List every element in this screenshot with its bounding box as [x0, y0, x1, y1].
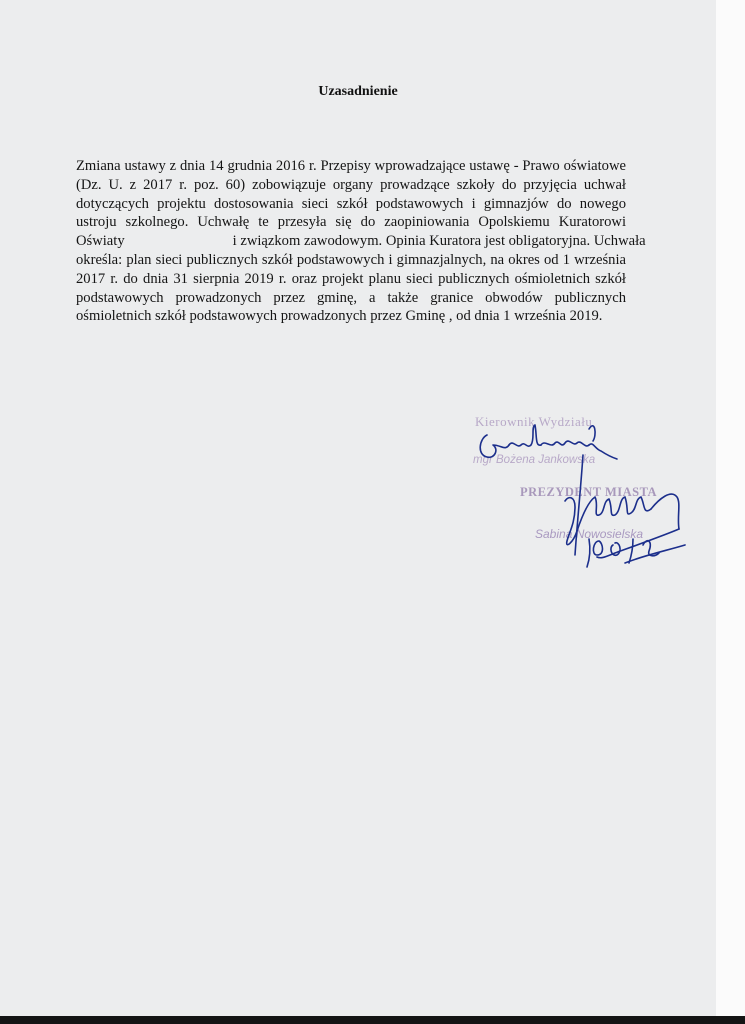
scan-bottom-edge — [0, 1016, 745, 1024]
stamp-kierownik: Kierownik Wydziału — [475, 414, 593, 429]
body-line-part: Oświaty — [76, 233, 125, 250]
body-line: Zmiana ustawy z dnia 14 grudnia 2016 r. Przepisy wprowadzające ustawę - Prawo oświatowe — [76, 158, 626, 174]
body-line-split — [76, 232, 646, 251]
body-line: podstawowych prowadzonych przez gminę, a także granice obwodów publicznych — [76, 289, 626, 306]
stamp-prezydent: PREZYDENT MIASTA — [520, 485, 658, 499]
body-line: (Dz. U. z 2017 r. poz. 60) zobowiązuje organy prowadzące szkoły do przyjęcia uchwał — [76, 176, 626, 193]
body-line: dotyczących projektu dostosowania sieci szkół podstawowych i gimnazjów do nowego — [76, 195, 626, 212]
body-line: określa: plan sieci publicznych szkół podstawowych i gimnazjalnych, na okres od 1 września — [76, 251, 626, 268]
handwritten-signatures-icon — [465, 405, 705, 580]
stamp-kierownik-name: mgr Bożena Jankowska — [473, 454, 596, 466]
document-body — [76, 157, 646, 326]
body-line: 2017 r. do dnia 31 sierpnia 2019 r. oraz projekt planu sieci publicznych ośmioletnich szkół — [76, 270, 626, 287]
scan-margin — [716, 0, 745, 1016]
body-line: ustroju szkolnego. Uchwałę te przesyła się do zaopiniowania Opolskiemu Kuratorowi — [76, 214, 626, 231]
stamp-prezydent-name: Sabina Nowosielska — [535, 527, 644, 541]
body-line: ośmioletnich szkół podstawowych prowadzonych przez Gminę , od dnia 1 września 2019. — [76, 308, 603, 325]
signature-block — [465, 405, 705, 580]
document-title: Uzasadnienie — [318, 84, 398, 99]
body-line-part: i związkom zawodowym. Opinia Kuratora jest obligatoryjna. Uchwała — [232, 233, 646, 250]
